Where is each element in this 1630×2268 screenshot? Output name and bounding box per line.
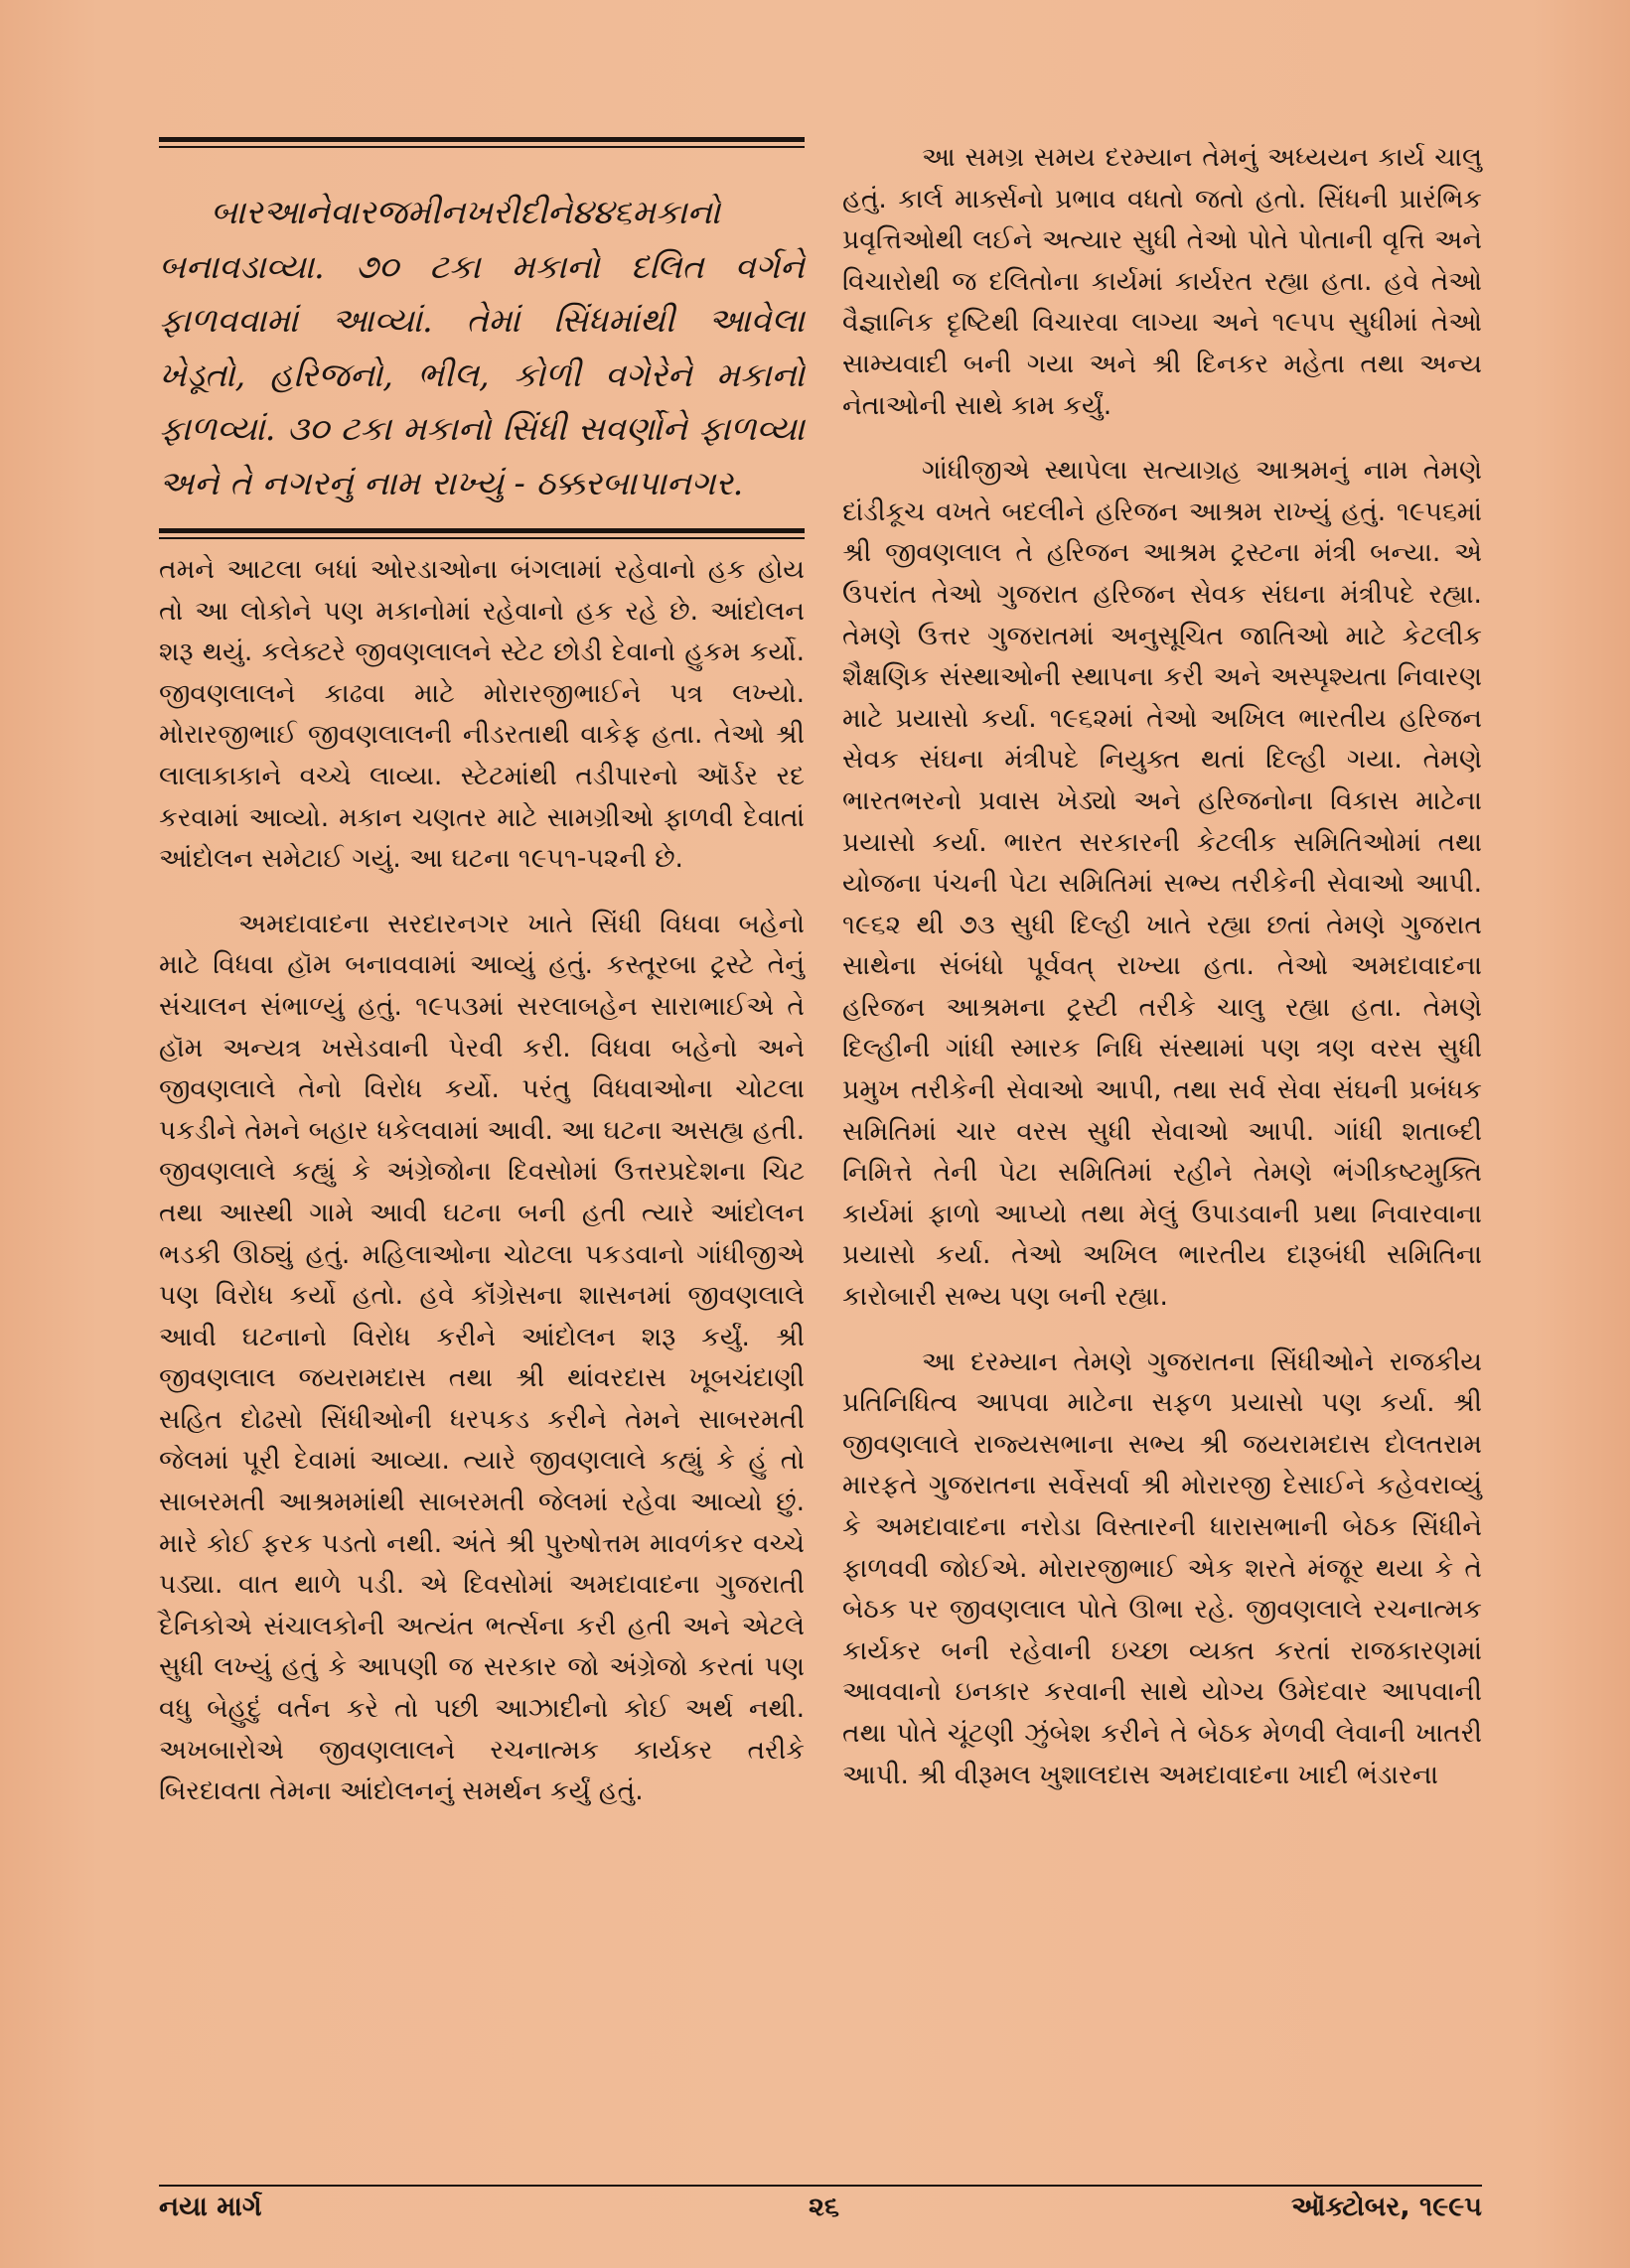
pull-quote-first-line: બારઆનેવારજમીનખરીદીને૪૪૬મકાનો <box>211 193 721 231</box>
right-paragraph-1: આ સમગ્ર સમય દરમ્યાન તેમનું અધ્યયન કાર્ય ચાલુ હતું. કાર્લ માર્ક્સનો પ્રભાવ વધતો જતો હતો. સિંધની પ્રારંભિક પ્રવૃત્તિઓથી લઈને અત્યાર સુધી તેઓ પોતે પોતાની વૃત્તિ અને વિચારોથી જ દલિતોના કાર્યમાં કાર્યરત રહ્યા હતા. હવે તેઓ વૈજ્ઞાનિક દૃષ્ટિથી વિચારવા લાગ્યા અને ૧૯૫૫ સુધીમાં તેઓ સામ્યવાદી બની ગયા અને શ્રી દિનકર મહેતા તથા અન્ય નેતાઓની સાથે કામ કર્યું. <box>842 142 1482 421</box>
footer-magazine-name: નયા માર્ગ <box>159 2192 262 2222</box>
pull-quote-top-rule <box>159 137 805 142</box>
pull-quote-bottom-rule <box>159 528 805 533</box>
pull-quote-top-rule-thin <box>159 146 805 148</box>
right-paragraph-3: આ દરમ્યાન તેમણે ગુજરાતના સિંધીઓને રાજકીય પ્રતિનિધિત્વ આપવા માટેના સફળ પ્રયાસો પણ કર્યા. શ્રી જીવણલાલે રાજ્યસભાના સભ્ય શ્રી જયરામદાસ દોલતરામ મારફતે ગુજરાતના સર્વેસર્વા શ્રી મોરારજી દેસાઈને કહેવરાવ્યું કે અમદાવાદના નરોડા વિસ્તારની ધારાસભાની બેઠક સિંધીને ફાળવવી જોઈએ. મોરારજીભાઈ એક શરતે મંજૂર થયા કે તે બેઠક પર જીવણલાલ પોતે ઊભા રહે. જીવણલાલે રચનાત્મક કાર્યકર બની રહેવાની ઇચ્છા વ્યક્ત કરતાં રાજકારણમાં આવવાનો ઇનકાર કરવાની સાથે યોગ્ય ઉમેદવાર આપવાની તથા પોતે ચૂંટણી ઝુંબેશ કરીને તે બેઠક મેળવી લેવાની ખાતરી આપી. શ્રી વીરૂમલ ખુશાલદાસ અમદાવાદના ખાદી ભંડારના <box>842 1346 1482 1790</box>
footer-issue-date: ઑક્ટોબર, ૧૯૯૫ <box>1290 2192 1482 2222</box>
pull-quote-text: બનાવડાવ્યા. ૭૦ ટકા મકાનો દલિત વર્ગને ફાળવવામાં આવ્યાં. તેમાં સિંધમાંથી આવેલા ખેડૂતો, હરિજનો, ભીલ, કોળી વગેરેને મકાનો ફાળવ્યાં. ૩૦ ટકા મકાનો સિંધી સવર્ણોને ફાળવ્યા અને તે નગરનું નામ રાખ્યું - ઠક્કરબાપાનગર. <box>159 246 805 502</box>
pull-quote <box>159 186 805 510</box>
left-paragraph-1: તમને આટલા બધાં ઓરડાઓના બંગલામાં રહેવાનો હક હોય તો આ લોકોને પણ મકાનોમાં રહેવાનો હક રહે છે. આંદોલન શરૂ થયું. કલેક્ટરે જીવણલાલને સ્ટેટ છોડી દેવાનો હુકમ કર્યો. જીવણલાલને કાઢવા માટે મોરારજીભાઈને પત્ર લખ્યો. મોરારજીભાઈ જીવણલાલની નીડરતાથી વાકેફ હતા. તેઓ શ્રી લાલાકાકાને વચ્ચે લાવ્યા. સ્ટેટમાંથી તડીપારનો ઑર્ડર રદ કરવામાં આવ્યો. મકાન ચણતર માટે સામગ્રીઓ ફાળવી દેવાતાં આંદોલન સમેટાઈ ગયું. આ ઘટના ૧૯૫૧-૫૨ની છે. <box>159 554 805 875</box>
left-paragraph-2: અમદાવાદના સરદારનગર ખાતે સિંધી વિધવા બહેનો માટે વિધવા હૉમ બનાવવામાં આવ્યું હતું. કસ્તૂરબા ટ્રસ્ટે તેનું સંચાલન સંભાળ્યું હતું. ૧૯૫૩માં સરલાબહેન સારાભાઈએ તે હૉમ અન્યત્ર ખસેડવાની પેરવી કરી. વિધવા બહેનો અને જીવણલાલે તેનો વિરોધ કર્યો. પરંતુ વિધવાઓના ચોટલા પકડીને તેમને બહાર ધકેલવામાં આવી. આ ઘટના અસહ્ય હતી. જીવણલાલે કહ્યું કે અંગ્રેજોના દિવસોમાં ઉત્તરપ્રદેશના ચિટ તથા આસ્થી ગામે આવી ઘટના બની હતી ત્યારે આંદોલન ભડકી ઊઠ્યું હતું. મહિલાઓના ચોટલા પકડવાનો ગાંધીજીએ પણ વિરોધ કર્યો હતો. હવે કૉંગ્રેસના શાસનમાં જીવણલાલે આવી ઘટનાનો વિરોધ કરીને આંદોલન શરૂ કર્યું. શ્રી જીવણલાલ જયરામદાસ તથા શ્રી થાંવરદાસ ખૂબચંદાણી સહિત દોઢસો સિંધીઓની ધરપકડ કરીને તેમને સાબરમતી જેલમાં પૂરી દેવામાં આવ્યા. ત્યારે જીવણલાલે કહ્યું કે હું તો સાબરમતી આશ્રમમાંથી સાબરમતી જેલમાં રહેવા આવ્યો છું. મારે કોઈ ફરક પડતો નથી. અંતે શ્રી પુરુષોત્તમ માવળંકર વચ્ચે પડ્યા. વાત થાળે પડી. એ દિવસોમાં અમદાવાદના ગુજરાતી દૈનિકોએ સંચાલકોની અત્યંત ભર્ત્સના કરી હતી અને એટલે સુધી લખ્યું હતું કે આપણી જ સરકાર જો અંગ્રેજો કરતાં પણ વધુ બેહુદું વર્તન કરે તો પછી આઝાદીનો કોઈ અર્થ નથી. અખબારોએ જીવણલાલને રચનાત્મક કાર્યકર તરીકે બિરદાવતા તેમના આંદોલનનું સમર્થન કર્યું હતું. <box>159 908 806 1807</box>
footer-page-number: ૨૬ <box>809 2192 839 2222</box>
left-column <box>159 137 805 1812</box>
footer-rule <box>159 2185 1482 2187</box>
right-paragraph-2: ગાંધીજીએ સ્થાપેલા સત્યાગ્રહ આશ્રમનું નામ તેમણે દાંડીકૂચ વખતે બદલીને હરિજન આશ્રમ રાખ્યું હતું. ૧૯૫૬માં શ્રી જીવણલાલ તે હરિજન આશ્રમ ટ્રસ્ટના મંત્રી બન્યા. એ ઉપરાંત તેઓ ગુજરાત હરિજન સેવક સંઘના મંત્રીપદે રહ્યા. તેમણે ઉત્તર ગુજરાતમાં અનુસૂચિત જાતિઓ માટે કેટલીક શૈક્ષણિક સંસ્થાઓની સ્થાપના કરી અને અસ્પૃશ્યતા નિવારણ માટે પ્રયાસો કર્યા. ૧૯૬૨માં તેઓ અખિલ ભારતીય હરિજન સેવક સંઘના મંત્રીપદે નિયુક્ત થતાં દિલ્હી ગયા. તેમણે ભારતભરનો પ્રવાસ ખેડ્યો અને હરિજનોના વિકાસ માટેના પ્રયાસો કર્યા. ભારત સરકારની કેટલીક સમિતિઓમાં તથા યોજના પંચની પેટા સમિતિમાં સભ્ય તરીકેની સેવાઓ આપી. ૧૯૬૨ થી ૭૩ સુધી દિલ્હી ખાતે રહ્યા છતાં તેમણે ગુજરાત સાથેના સંબંધો પૂર્વવત્ રાખ્યા હતા. તેઓ અમદાવાદના હરિજન આશ્રમના ટ્રસ્ટી તરીકે ચાલુ રહ્યા હતા. તેમણે દિલ્હીની ગાંધી સ્મારક નિધિ સંસ્થામાં પણ ત્રણ વરસ સુધી પ્રમુખ તરીકેની સેવાઓ આપી, તથા સર્વ સેવા સંઘની પ્રબંધક સમિતિમાં ચાર વરસ સુધી સેવાઓ આપી. ગાંધી શતાબ્દી નિમિત્તે તેની પેટા સમિતિમાં રહીને તેમણે ભંગીકષ્ટમુક્તિ કાર્યમાં ફાળો આપ્યો તથા મેલું ઉપાડવાની પ્રથા નિવારવાના પ્રયાસો કર્યા. તેઓ અખિલ ભારતીય દારૂબંધી સમિતિના કારોબારી સભ્ય પણ બની રહ્યા. <box>842 455 1482 1313</box>
right-column <box>842 137 1482 1795</box>
